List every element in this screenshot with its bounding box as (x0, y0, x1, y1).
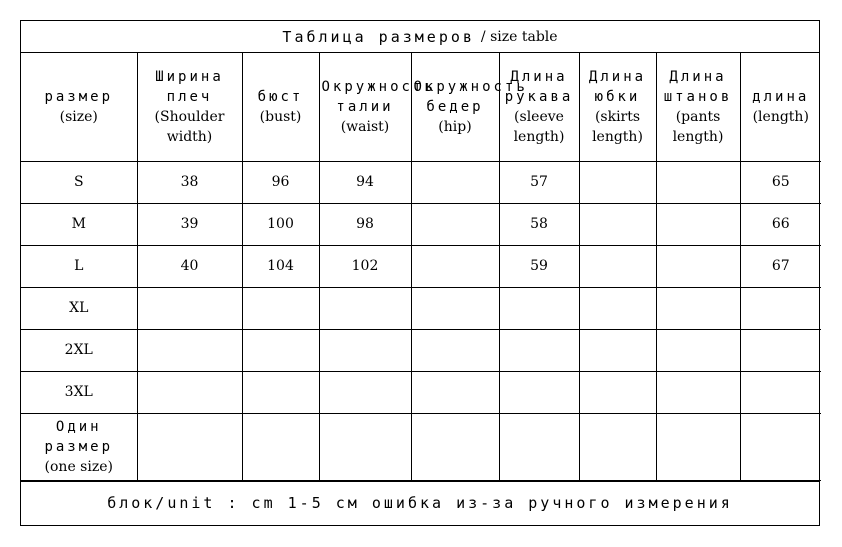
table-row-xl (21, 287, 821, 329)
cell-size: M (21, 203, 137, 245)
cell-length (740, 329, 821, 371)
table-row-3xl (21, 371, 821, 413)
cell-pants (656, 413, 740, 480)
cell-hip (411, 161, 499, 203)
header-shoulder: Ширина плеч (Shoulder width) (137, 53, 242, 161)
cell-length: 65 (740, 161, 821, 203)
cell-sleeve (499, 329, 579, 371)
header-waist: Окружность талии (waist) (319, 53, 411, 161)
cell-shoulder (137, 329, 242, 371)
table-row-s (21, 161, 821, 203)
cell-length: 66 (740, 203, 821, 245)
cell-waist (319, 329, 411, 371)
cell-pants (656, 329, 740, 371)
cell-waist (319, 371, 411, 413)
cell-sleeve: 57 (499, 161, 579, 203)
cell-size: 3XL (21, 371, 137, 413)
cell-shoulder: 38 (137, 161, 242, 203)
cell-waist: 98 (319, 203, 411, 245)
cell-bust (242, 371, 319, 413)
size-chart (20, 20, 820, 526)
header-size: размер (size) (21, 53, 137, 161)
cell-length (740, 287, 821, 329)
cell-length (740, 413, 821, 480)
cell-waist: 94 (319, 161, 411, 203)
cell-size: XL (21, 287, 137, 329)
cell-shoulder: 39 (137, 203, 242, 245)
table-row-l (21, 245, 821, 287)
cell-hip (411, 329, 499, 371)
header-bust: бюст (bust) (242, 53, 319, 161)
cell-sleeve (499, 413, 579, 480)
cell-hip (411, 371, 499, 413)
cell-waist (319, 287, 411, 329)
cell-bust: 96 (242, 161, 319, 203)
cell-sleeve: 59 (499, 245, 579, 287)
header-row (21, 53, 821, 161)
cell-hip (411, 203, 499, 245)
cell-skirt (579, 161, 656, 203)
cell-skirt (579, 203, 656, 245)
cell-hip (411, 245, 499, 287)
cell-bust (242, 413, 319, 480)
cell-sleeve: 58 (499, 203, 579, 245)
size-table (21, 53, 821, 481)
cell-size: 2XL (21, 329, 137, 371)
cell-bust: 104 (242, 245, 319, 287)
cell-bust (242, 329, 319, 371)
cell-sleeve (499, 371, 579, 413)
cell-pants (656, 161, 740, 203)
cell-shoulder (137, 287, 242, 329)
unit-note: блок/unit : cm 1-5 см ошибка из-за ручного измерения (21, 481, 819, 524)
cell-waist (319, 413, 411, 480)
header-hip: Окружность бедер (hip) (411, 53, 499, 161)
cell-size: Один размер (one size) (21, 413, 137, 480)
cell-hip (411, 287, 499, 329)
cell-hip (411, 413, 499, 480)
cell-shoulder (137, 413, 242, 480)
cell-length (740, 371, 821, 413)
cell-shoulder (137, 371, 242, 413)
cell-length: 67 (740, 245, 821, 287)
header-length: длина (length) (740, 53, 821, 161)
table-row-2xl (21, 329, 821, 371)
header-pants: Длина штанов (pants length) (656, 53, 740, 161)
cell-pants (656, 245, 740, 287)
cell-shoulder: 40 (137, 245, 242, 287)
cell-skirt (579, 329, 656, 371)
table-title (21, 21, 819, 53)
cell-pants (656, 203, 740, 245)
cell-pants (656, 371, 740, 413)
cell-size: L (21, 245, 137, 287)
title-en: / size table (480, 28, 558, 45)
table-row-one-size (21, 413, 821, 480)
cell-skirt (579, 413, 656, 480)
title-ru: Таблица размеров (282, 27, 475, 46)
cell-waist: 102 (319, 245, 411, 287)
cell-size: S (21, 161, 137, 203)
cell-bust: 100 (242, 203, 319, 245)
cell-pants (656, 287, 740, 329)
header-sleeve: Длина рукава (sleeve length) (499, 53, 579, 161)
cell-skirt (579, 245, 656, 287)
cell-skirt (579, 371, 656, 413)
cell-bust (242, 287, 319, 329)
cell-skirt (579, 287, 656, 329)
table-row-m (21, 203, 821, 245)
header-skirt: Длина юбки (skirts length) (579, 53, 656, 161)
cell-sleeve (499, 287, 579, 329)
